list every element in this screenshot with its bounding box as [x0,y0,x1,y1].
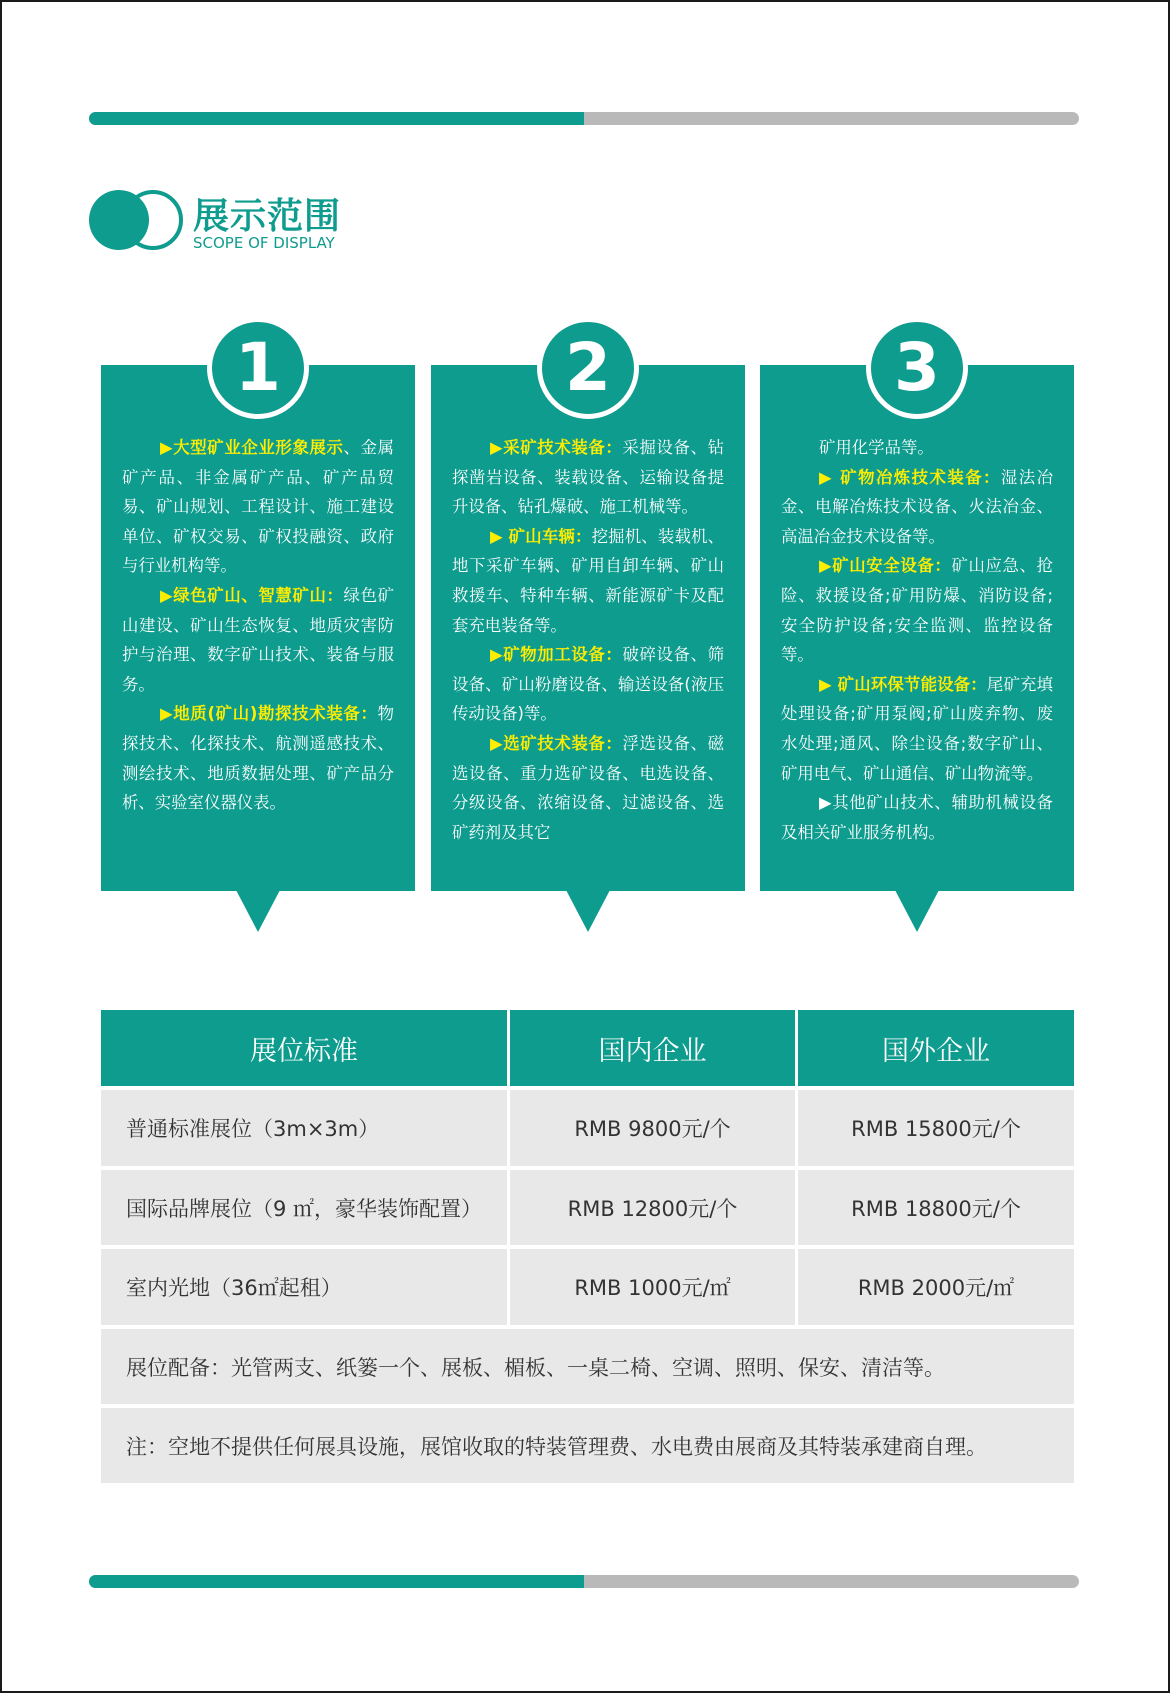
booth-type-cell: 国际品牌展位（9 ㎡，豪华装饰配置） [101,1170,507,1245]
domestic-price-cell: RMB 12800元/个 [510,1170,795,1245]
scope-card-1 [101,329,415,891]
card-paragraph [781,463,1053,552]
category-text: 、金属矿产品、非金属矿产品、矿产品贸易、矿山规划、工程设计、施工建设单位、矿权交易、矿权投融资、政府与行业机构等。 [122,438,394,576]
divider-accent-segment [89,112,584,125]
card-number-badge: 1 [207,317,309,419]
ring-circle-icon [123,190,183,250]
table-note-row [101,1408,1074,1483]
category-text: 绿色矿山建设、矿山生态恢复、地质灾害防护与治理、数字矿山技术、装备与服务。 [122,585,394,694]
booth-type-cell: 普通标准展位（3m×3m） [101,1090,507,1166]
category-heading: ▶大型矿业企业形象展示 [160,438,344,457]
card-paragraph [122,581,394,699]
table-row [101,1249,1074,1325]
category-text: 挖掘机、装载机、地下采矿车辆、矿用自卸车辆、矿山救援车、特种车辆、新能源矿卡及配套充电装备等。 [452,526,725,635]
category-heading: ▶ 矿物冶炼技术装备： [819,467,1001,487]
top-divider-bar [89,112,1079,125]
section-title: 展示范围 [193,196,342,237]
category-text: 物探技术、化探技术、航测遥感技术、测绘技术、地质数据处理、矿产品分析、实验室仪器仪表。 [122,704,394,813]
card-number-badge: 3 [866,317,968,419]
foreign-price-cell: RMB 2000元/㎡ [798,1249,1074,1325]
space-disclaimer-note: 注：空地不提供任何展具设施，展馆收取的特装管理费、水电费由展商及其特装承建商自理。 [101,1408,1074,1483]
category-heading: ▶ 矿山环保节能设备： [819,674,987,694]
category-heading: ▶采矿技术装备： [490,438,623,457]
table-row [101,1170,1074,1245]
foreign-price-cell: RMB 15800元/个 [798,1090,1074,1166]
card-paragraph [781,670,1053,788]
category-text: 破碎设备、筛设备、矿山粉磨设备、输送设备(液压传动设备)等。 [452,645,725,724]
card-paragraph [452,729,724,847]
header-cell-foreign: 国外企业 [798,1010,1074,1086]
category-text: 浮选设备、磁选设备、重力选矿设备、电选设备、分级设备、浓缩设备、过滤设备、选矿药剂及其它 [452,733,725,842]
card-paragraph [452,522,724,640]
card-paragraph [781,551,1053,669]
category-heading: ▶ 矿山车辆： [490,526,592,546]
card-pointer [566,890,610,932]
domestic-price-cell: RMB 1000元/㎡ [510,1249,795,1325]
section-logo-icon [89,190,184,250]
category-text: 采掘设备、钻探凿岩设备、装载设备、运输设备提升设备、钻孔爆破、施工机械等。 [452,438,725,517]
scope-card-3 [760,329,1074,891]
category-text: 湿法冶金、电解冶炼技术设备、火法冶金、高温冶金技术设备等。 [781,467,1054,546]
card-paragraph [452,433,724,522]
category-text: ▶其他矿山技术、辅助机械设备及相关矿业服务机构。 [781,793,1053,842]
booth-type-cell: 室内光地（36㎡起租） [101,1249,507,1325]
card-paragraph [122,699,394,817]
category-heading: ▶矿山安全设备： [819,556,952,576]
card-paragraph [452,640,724,729]
card-body [781,433,1053,847]
category-heading: ▶绿色矿山、智慧矿山： [160,585,344,605]
table-row [101,1090,1074,1166]
category-heading: ▶矿物加工设备： [490,645,623,665]
bottom-divider-bar [89,1575,1079,1588]
domestic-price-cell: RMB 9800元/个 [510,1090,795,1166]
category-text: 尾矿充填处理设备;矿用泵阀;矿山废弃物、废水处理;通风、除尘设备;数字矿山、矿用电气、矿山通信、矿山物流等。 [781,674,1054,783]
section-subtitle: SCOPE OF DISPLAY [193,234,335,252]
card-pointer [236,890,280,932]
card-paragraph [781,433,1053,463]
card-paragraph [122,433,394,581]
card-body [122,433,394,818]
category-heading: ▶选矿技术装备： [490,733,623,753]
table-note-row [101,1329,1074,1404]
category-text: 矿山应急、抢险、救援设备;矿用防爆、消防设备;安全防护设备;安全监测、监控设备等。 [781,556,1054,665]
card-body [452,433,724,847]
card-paragraph [781,788,1053,847]
scope-card-2 [431,329,745,891]
category-heading: ▶地质(矿山)勘探技术装备： [160,704,378,724]
booth-equipment-note: 展位配备：光管两支、纸篓一个、展板、楣板、一桌二椅、空调、照明、保安、清洁等。 [101,1329,1074,1404]
header-cell-booth-standard: 展位标准 [101,1010,507,1086]
card-number-badge: 2 [537,317,639,419]
category-text: 矿用化学品等。 [819,438,934,457]
header-cell-domestic: 国内企业 [510,1010,795,1086]
card-pointer [895,890,939,932]
table-header-row [101,1010,1074,1086]
divider-accent-segment [89,1575,584,1588]
foreign-price-cell: RMB 18800元/个 [798,1170,1074,1245]
